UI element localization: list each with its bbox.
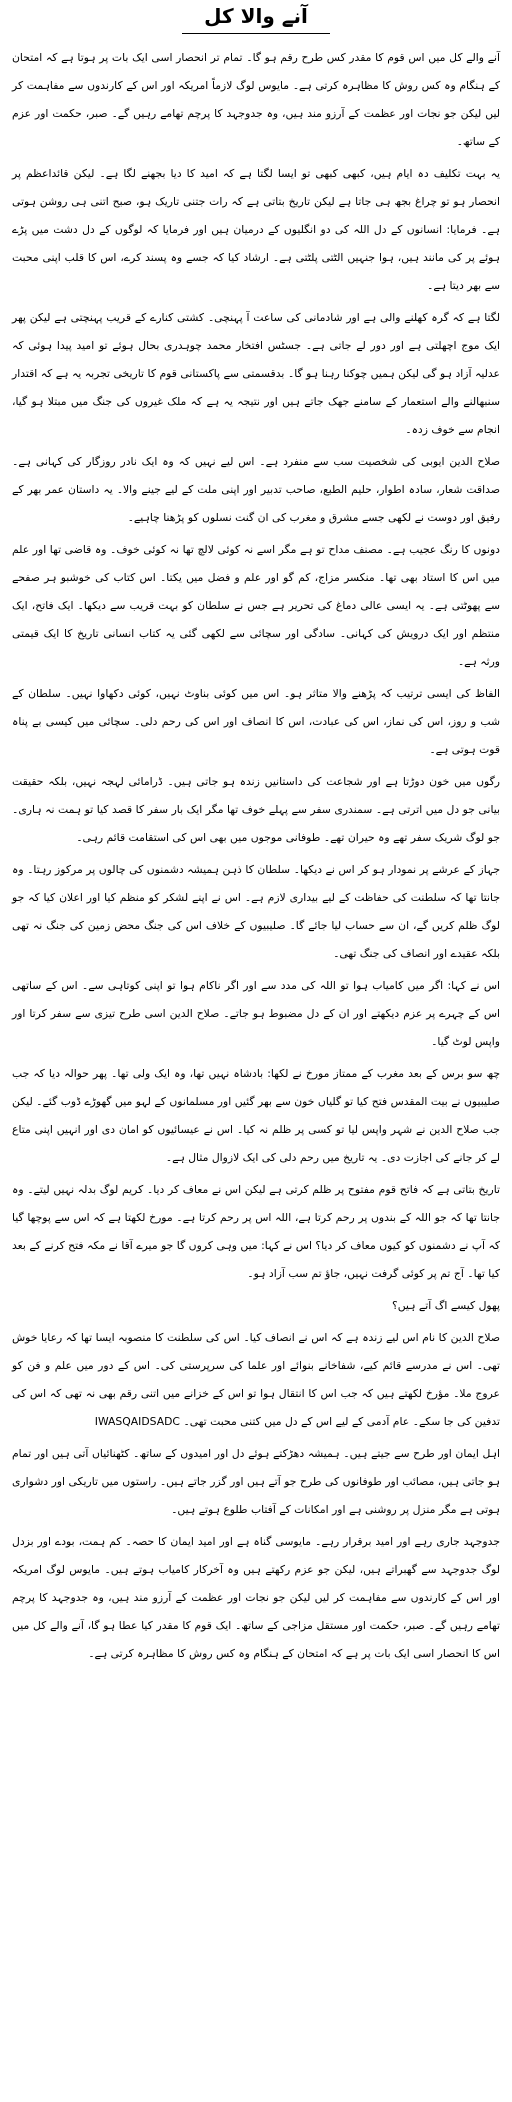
article-title: آنے والا کل bbox=[182, 2, 330, 34]
paragraph-8: جہاز کے عرشے پر نمودار ہو کر اس نے دیکھا۔ سلطان کا ذہن ہمیشہ دشمنوں کی چالوں پر مرکوز رہتا۔ وہ جانتا تھا کہ سلطنت کی حفاظت کے لیے بیداری لازم ہے۔ اس نے اپنے لشکر کو منظم کیا اور اعلان کیا کہ جو لوگ ظلم کریں گے، ان سے حساب لیا جائے گا۔ صلیبیوں کے خلاف اس کی جنگ محض زمین کی جنگ نہ تھی بلکہ عقیدے اور انصاف کی جنگ تھی۔ bbox=[12, 863, 500, 960]
paragraph-1: آنے والے کل میں اس قوم کا مقدر کس طرح رقم ہو گا۔ تمام تر انحصار اسی ایک بات پر ہوتا ہے کہ امتحان کے ہنگام وہ کس روش کا مظاہرہ کرتی ہے۔ مایوس لوگ لازماً امریکہ اور اس کے کارندوں سے مفاہمت کر لیں لیکن جو نجات اور عظمت کے آرزو مند ہیں، وہ جدوجہد کا پرچم تھامے رہیں گے۔ صبر، حکمت اور عزم کے ساتھ۔ bbox=[12, 51, 500, 148]
paragraph-6: الفاظ کی ایسی ترتیب کہ پڑھنے والا متاثر ہو۔ اس میں کوئی بناوٹ نہیں، کوئی دکھاوا نہیں۔ سلطان کے شب و روز، اس کی نماز، اس کی عبادت، اس کا انصاف اور اس کی رحم دلی۔ سچائی میں کیسی بے پناہ قوت ہوتی ہے۔ bbox=[12, 687, 500, 756]
article-body bbox=[12, 44, 500, 1668]
paragraph-12: پھول کیسے اگ آتے ہیں؟ bbox=[391, 1299, 500, 1312]
paragraph-2: یہ بہت تکلیف دہ ایام ہیں، کبھی کبھی تو ایسا لگتا ہے کہ امید کا دیا بجھنے لگا ہے۔ لیکن قائداعظم پر انحصار ہو تو چراغ بجھ ہی جاتا ہے لیکن تاریخ بتاتی ہے کہ رات جتنی تاریک ہو، صبح اتنی ہی روشن ہوتی ہے۔ فرمایا: انسانوں کے دل اللہ کی دو انگلیوں کے درمیان ہیں اور فرمایا کہ لوگوں کے دل دشت میں پڑے ہوئے پر کی مانند ہیں، ہوا جنہیں الٹتی پلٹتی ہے۔ ارشاد کیا کہ جسے وہ پسند کرے، اس کا قلب اپنی محبت سے بھر دیتا ہے۔ bbox=[12, 167, 500, 292]
paragraph-4: صلاح الدین ایوبی کی شخصیت سب سے منفرد ہے۔ اس لیے نہیں کہ وہ ایک نادر روزگار کی کہانی ہے۔ صداقت شعار، سادہ اطوار، حلیم الطبع، صاحب تدبیر اور اپنی ملت کے لیے جینے والا۔ یہ داستان عمر بھر کے رفیق اور دوست نے لکھی جسے مشرق و مغرب کی ان گنت نسلوں کو پڑھنا چاہیے۔ bbox=[12, 455, 500, 524]
paragraph-11: تاریخ بتاتی ہے کہ فاتح قوم مفتوح پر ظلم کرتی ہے لیکن اس نے معاف کر دیا۔ کریم لوگ بدلہ نہیں لیتے۔ وہ جانتا تھا کہ جو اللہ کے بندوں پر رحم کرتا ہے، اللہ اس پر رحم کرتا ہے۔ مورخ لکھتا ہے کہ اس سے پوچھا گیا کہ آپ نے دشمنوں کو کیوں معاف کر دیا؟ اس نے کہا: میں وہی کروں گا جو میرے آقا نے مکہ فتح کرنے کے بعد کیا تھا۔ آج تم پر کوئی گرفت نہیں، جاؤ تم سب آزاد ہو۔ bbox=[12, 1183, 500, 1280]
paragraph-13: صلاح الدین کا نام اس لیے زندہ ہے کہ اس نے انصاف کیا۔ اس کی سلطنت کا منصوبہ ایسا تھا کہ رعایا خوش تھی۔ اس نے مدرسے قائم کیے، شفاخانے بنوائے اور علما کی سرپرستی کی۔ اس کے دور میں علم و فن کو عروج ملا۔ مؤرخ لکھتے ہیں کہ جب اس کا انتقال ہوا تو اس کے خزانے میں اتنی رقم بھی نہ تھی کہ اس کی تدفین کی جا سکے۔ عام آدمی کے لیے اس کے دل میں کتنی محبت تھی۔ IWASQAIDSADC bbox=[12, 1331, 500, 1428]
paragraph-10: چھ سو برس کے بعد مغرب کے ممتاز مورخ نے لکھا: بادشاہ نہیں تھا، وہ ایک ولی تھا۔ پھر حوالہ دیا کہ جب صلیبیوں نے بیت المقدس فتح کیا تو گلیاں خون سے بھر گئیں اور مسلمانوں کے لہو میں گھوڑے ڈوب گئے۔ لیکن جب صلاح الدین نے شہر واپس لیا تو کسی پر ظلم نہ کیا۔ اس نے عیسائیوں کو امان دی اور انہیں اپنی متاع لے کر جانے کی اجازت دی۔ یہ تاریخ میں رحم دلی کی ایک لازوال مثال ہے۔ bbox=[12, 1067, 500, 1164]
paragraph-15: جدوجہد جاری رہے اور امید برقرار رہے۔ مایوسی گناہ ہے اور امید ایمان کا حصہ۔ کم ہمت، بودے اور بزدل لوگ جدوجہد سے گھبراتے ہیں، لیکن جو عزم رکھتے ہیں وہ آخرکار کامیاب ہوتے ہیں۔ مایوس لوگ امریکہ اور اس کے کارندوں سے مفاہمت کر لیں لیکن جو نجات اور عظمت کے آرزو مند ہیں، وہ جدوجہد کا پرچم تھامے رہیں گے۔ صبر، حکمت اور مستقل مزاجی کے ساتھ۔ ایک قوم کا مقدر کیا عطا ہو گا، آنے والے کل میں اس کا انحصار اسی ایک بات پر ہے کہ امتحان کے ہنگام وہ کس روش کا مظاہرہ کرتی ہے۔ bbox=[12, 1535, 500, 1660]
paragraph-14: اہل ایمان اور طرح سے جیتے ہیں۔ ہمیشہ دھڑکتے ہوئے دل اور امیدوں کے ساتھ۔ کٹھنائیاں آتی ہیں اور تمام ہو جاتی ہیں، مصائب اور طوفانوں کی طرح جو آتے ہیں اور گزر جاتے ہیں۔ راستوں میں تاریکی اور دشواری ہوتی ہے مگر منزل پر روشنی ہے اور امکانات کے آفتاب طلوع ہوتے ہیں۔ bbox=[12, 1447, 500, 1516]
paragraph-5: دونوں کا رنگ عجیب ہے۔ مصنف مداح تو ہے مگر اسے نہ کوئی لالچ تھا نہ کوئی خوف۔ وہ قاضی تھا اور علم میں اس کا استاد بھی تھا۔ منکسر مزاج، کم گو اور علم و فضل میں یکتا۔ اس کتاب کی خوشبو ہر صفحے سے پھوٹتی ہے۔ یہ ایسی عالی دماغ کی تحریر ہے جس نے سلطان کو بہت قریب سے دیکھا۔ ایک فاتح، ایک منتظم اور ایک درویش کی کہانی۔ سادگی اور سچائی سے لکھی گئی یہ کتاب انسانی تاریخ کا ایک قیمتی ورثہ ہے۔ bbox=[12, 543, 500, 668]
title-area bbox=[12, 0, 500, 38]
paragraph-9: اس نے کہا: اگر میں کامیاب ہوا تو اللہ کی مدد سے اور اگر ناکام ہوا تو اپنی کوتاہی سے۔ اس کے ساتھی اس کے چہرے پر عزم دیکھتے اور ان کے دل مضبوط ہو جاتے۔ صلاح الدین اسی طرح تیزی سے سفر کرتا اور واپس لوٹ گیا۔ bbox=[12, 979, 500, 1048]
paragraph-7: رگوں میں خون دوڑتا ہے اور شجاعت کی داستانیں زندہ ہو جاتی ہیں۔ ڈرامائی لہجہ نہیں، بلکہ حقیقت بیانی جو دل میں اترتی ہے۔ سمندری سفر سے پہلے خوف تھا مگر ایک بار سفر کا قصد کیا تو ہمت نہ ہاری۔ جو لوگ شریک سفر تھے وہ حیران تھے۔ طوفانی موجوں میں بھی اس کی استقامت قائم رہی۔ bbox=[12, 775, 500, 844]
paragraph-3: لگتا ہے کہ گرہ کھلنے والی ہے اور شادمانی کی ساعت آ پہنچی۔ کشتی کنارے کے قریب پہنچتی ہے لیکن پھر ایک موج اچھلتی ہے اور دور لے جاتی ہے۔ جسٹس افتخار محمد چوہدری بحال ہوئے تو امید پیدا ہوئی کہ عدلیہ آزاد ہو گی لیکن ہمیں چوکنا رہنا ہو گا۔ بدقسمتی سے پاکستانی قوم کا تاریخی تجربہ یہ ہے کہ اقتدار سنبھالنے والے استعمار کے سامنے جھک جاتے ہیں اور نتیجہ یہ ہے کہ ملک غیروں کی جنگ میں مبتلا ہو گیا، انجام سے خوف زدہ۔ bbox=[12, 311, 500, 436]
